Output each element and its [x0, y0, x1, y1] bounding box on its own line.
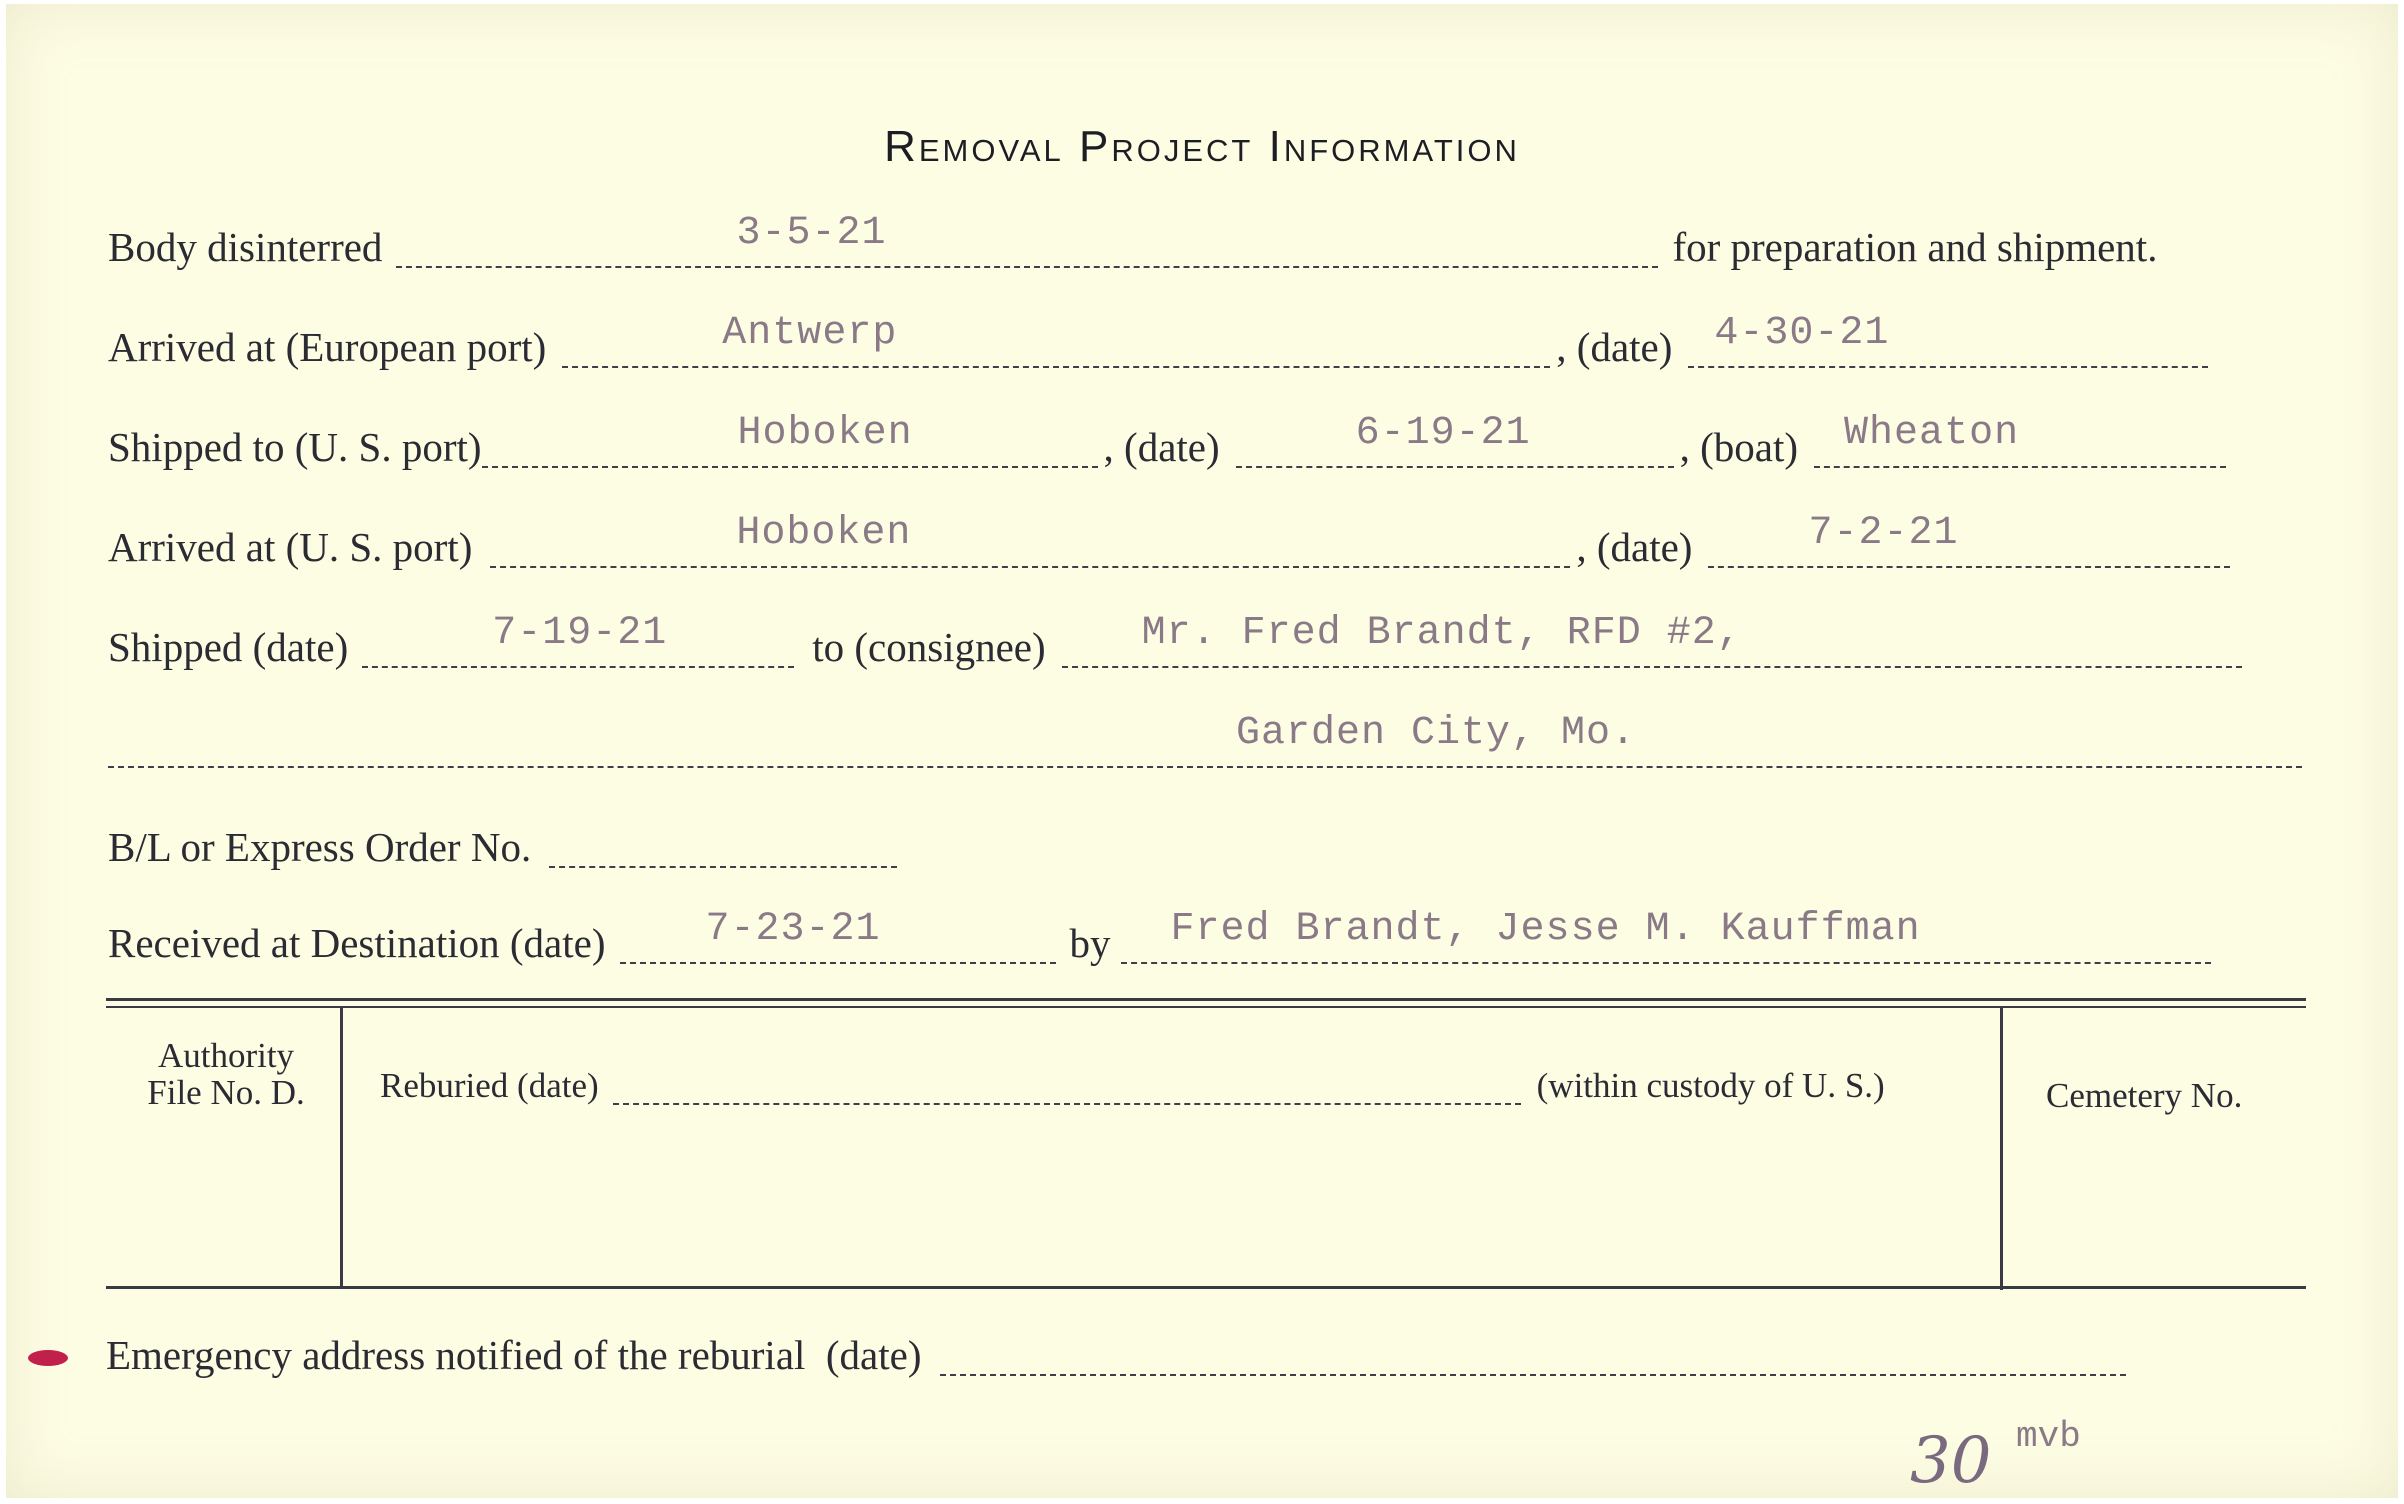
- arrived-european-date-line: [1688, 311, 2208, 368]
- european-port-line: [562, 311, 1550, 368]
- label-arrival-date: , (date): [1576, 524, 1693, 570]
- label-received-destination: Received at Destination (date): [108, 920, 606, 966]
- label-bl-express-order: B/L or Express Order No.: [108, 824, 532, 870]
- shipped-us-date-line: [1236, 411, 1674, 468]
- row-bl: [108, 826, 897, 868]
- box-bottom-rule: [106, 1286, 2306, 1289]
- label-arrived-us-port: Arrived at (U. S. port): [108, 524, 473, 570]
- row-shipped-us: [108, 411, 2318, 470]
- received-by-line: [1121, 907, 2211, 964]
- row-disinterred: [108, 211, 2318, 270]
- arrived-european-date: 4-30-21: [1714, 311, 1890, 356]
- label-body-disinterred: Body disinterred: [108, 224, 383, 270]
- row-consignee-continued: [108, 711, 2318, 768]
- us-port-line: [482, 411, 1098, 468]
- record-card: [6, 4, 2398, 1498]
- shipped-us-date: 6-19-21: [1355, 411, 1531, 456]
- consignee-address: Garden City, Mo.: [1236, 711, 1637, 756]
- handwritten-number: 30: [1910, 1424, 1992, 1498]
- authority-label: Authority: [157, 1036, 295, 1075]
- row-arrived-us: [108, 511, 2318, 570]
- shipped-date: 7-19-21: [492, 611, 668, 656]
- label-emergency-address: Emergency address notified of the reburial (date): [106, 1332, 922, 1378]
- row-arrived-european: [108, 311, 2318, 370]
- arrived-us-date-line: [1708, 511, 2230, 568]
- row-shipped-consignee: [108, 611, 2318, 670]
- label-by: by: [1069, 920, 1111, 966]
- label-shipped-date: Shipped (date): [108, 624, 349, 670]
- arrived-us-port-value: Hoboken: [736, 511, 912, 556]
- received-date-line: [620, 907, 1056, 964]
- box-top-rule-2: [106, 1006, 2306, 1008]
- shipped-us-port-value: Hoboken: [737, 411, 913, 456]
- label-ship-date: , (date): [1103, 424, 1220, 470]
- boat-line: [1814, 411, 2226, 468]
- label-within-custody: (within custody of U. S.): [1536, 1066, 1885, 1105]
- row-received: [108, 907, 2318, 966]
- consignee-name: Mr. Fred Brandt, RFD #2,: [1141, 611, 1742, 656]
- label-shipped-us-port: Shipped to (U. S. port): [108, 424, 482, 470]
- shipped-date-line: [362, 611, 794, 668]
- label-arrived-european-port: Arrived at (European port): [108, 324, 547, 370]
- consignee-line-1: [1062, 611, 2242, 668]
- emergency-date-line: [940, 1334, 2126, 1376]
- european-port-value: Antwerp: [722, 311, 898, 356]
- received-date: 7-23-21: [705, 907, 881, 952]
- label-boat: , (boat): [1679, 424, 1799, 470]
- row-reburied: [380, 1068, 1885, 1105]
- red-ink-mark: [28, 1350, 68, 1366]
- box-top-rule-1: [106, 998, 2306, 1001]
- received-by: Fred Brandt, Jesse M. Kauffman: [1170, 907, 1921, 952]
- consignee-line-2: [108, 711, 2302, 768]
- disinterred-date: 3-5-21: [736, 211, 887, 256]
- clerk-initials: mvb: [2016, 1416, 2081, 1457]
- authority-file-label: [126, 1038, 326, 1112]
- label-preparation: for preparation and shipment.: [1672, 224, 2158, 270]
- cemetery-no-label: Cemetery No.: [2046, 1076, 2243, 1115]
- label-reburied-date: Reburied (date): [380, 1066, 599, 1105]
- label-consignee: to (consignee): [812, 624, 1046, 670]
- box-divider-left: [340, 1008, 343, 1286]
- boat-name: Wheaton: [1844, 411, 2020, 456]
- bl-line: [549, 826, 897, 868]
- row-emergency: [106, 1334, 2316, 1376]
- box-divider-right: [2000, 1008, 2003, 1290]
- arrived-us-date: 7-2-21: [1808, 511, 1959, 556]
- label-date: , (date): [1556, 324, 1673, 370]
- reburied-date-line: [613, 1075, 1521, 1105]
- disinterred-line: [396, 211, 1658, 268]
- arrived-us-port-line: [490, 511, 1570, 568]
- file-no-label: File No. D.: [147, 1072, 305, 1112]
- card-title: Removal Project Information: [884, 122, 1520, 171]
